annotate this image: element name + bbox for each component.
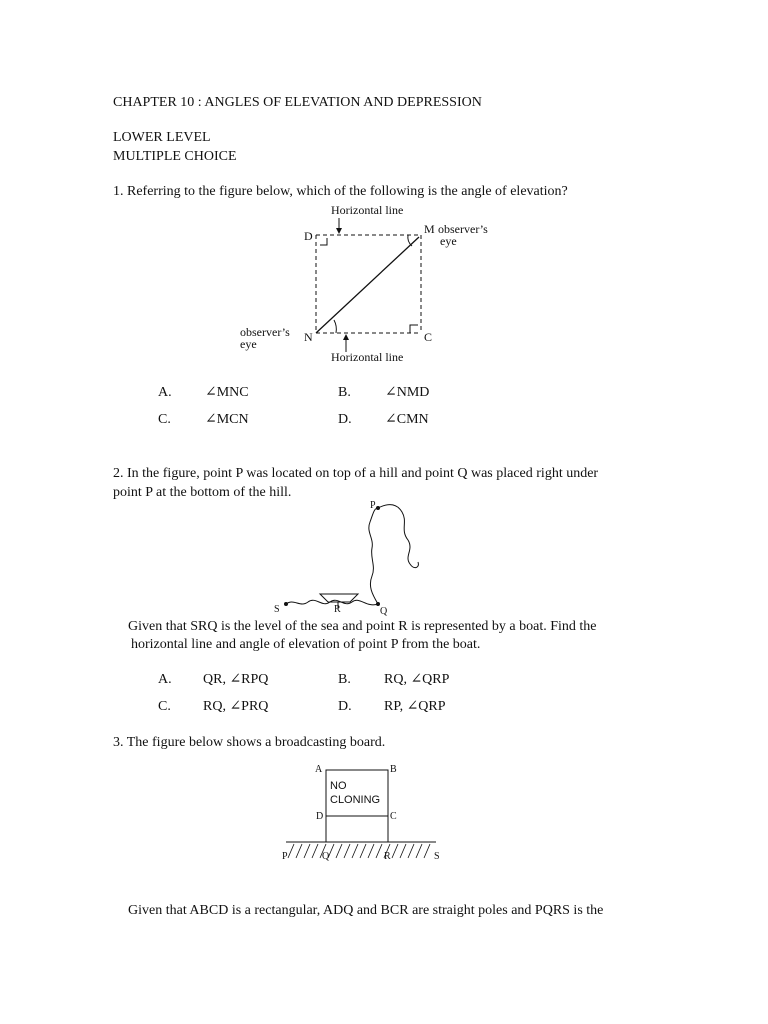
point-n-label: N (304, 330, 313, 344)
q2-option-b-letter: B. (338, 672, 351, 687)
ground-point-s-label: S (434, 851, 440, 862)
board-point-a-label: A (315, 764, 323, 775)
level-heading: LOWER LEVEL (113, 130, 211, 145)
q1-option-c-letter: C. (158, 412, 171, 427)
sea-point-s-label: S (274, 604, 280, 615)
q2-option-c-text[interactable]: RQ, ∠PRQ (203, 699, 269, 714)
q1-option-b-text[interactable]: ∠NMD (385, 385, 430, 400)
q1-option-c-text[interactable]: ∠MCN (205, 412, 249, 427)
q2-option-d-letter: D. (338, 699, 352, 714)
q2-option-b-text[interactable]: RQ, ∠QRP (384, 672, 450, 687)
question-1-figure (236, 200, 506, 370)
hill-point-p-label: P (370, 500, 376, 511)
section-heading: MULTIPLE CHOICE (113, 149, 237, 164)
question-1-text: 1. Referring to the figure below, which of the following is the angle of elevation? (113, 184, 568, 199)
question-3-figure (278, 758, 448, 868)
board-point-d-label: D (316, 811, 324, 822)
q2-option-c-letter: C. (158, 699, 171, 714)
question-2-text-line1: 2. In the figure, point P was located on top of a hill and point Q was placed right under (113, 466, 599, 481)
board-text-line1: NO (330, 780, 347, 792)
horizontal-line-label-top: Horizontal line (331, 203, 404, 217)
ground-point-p-label: P (282, 851, 288, 862)
q1-option-d-text[interactable]: ∠CMN (385, 412, 429, 427)
q2-option-a-text[interactable]: QR, ∠RPQ (203, 672, 269, 687)
point-c-label: C (424, 330, 433, 344)
observer-bottom-label-1: observer’s (240, 325, 290, 339)
board-text-line2: CLONING (330, 794, 381, 806)
q1-option-a-letter: A. (158, 385, 172, 400)
point-d-label: D (304, 229, 313, 243)
observer-top-label-2: eye (440, 234, 457, 248)
horizontal-line-label-bottom: Horizontal line (331, 350, 404, 364)
boat-point-r-label: R (334, 604, 341, 615)
chapter-title: CHAPTER 10 : ANGLES OF ELEVATION AND DEPRESSION (113, 95, 482, 110)
ground-point-r-label: R (384, 851, 391, 862)
question-3-text: 3. The figure below shows a broadcasting board. (113, 735, 386, 750)
board-point-c-label: C (390, 811, 397, 822)
question-2-figure (268, 498, 438, 618)
question-2-note-line2: horizontal line and angle of elevation of point P from the boat. (131, 637, 481, 652)
board-point-b-label: B (390, 764, 397, 775)
observer-top-label-1: observer’s (438, 222, 488, 236)
observer-bottom-label-2: eye (240, 337, 257, 351)
q1-option-d-letter: D. (338, 412, 352, 427)
ground-point-q-label: Q (322, 851, 330, 862)
q2-option-d-text[interactable]: RP, ∠QRP (384, 699, 446, 714)
point-m-label: M (424, 222, 435, 236)
q2-option-a-letter: A. (158, 672, 172, 687)
question-2-text-line2: point P at the bottom of the hill. (113, 485, 292, 500)
question-2-note-line1: Given that SRQ is the level of the sea and point R is represented by a boat. Find the (128, 619, 597, 634)
question-3-note-line1: Given that ABCD is a rectangular, ADQ and BCR are straight poles and PQRS is the (128, 903, 604, 918)
hill-point-q-label: Q (380, 606, 388, 617)
q1-option-a-text[interactable]: ∠MNC (205, 385, 249, 400)
q1-option-b-letter: B. (338, 385, 351, 400)
